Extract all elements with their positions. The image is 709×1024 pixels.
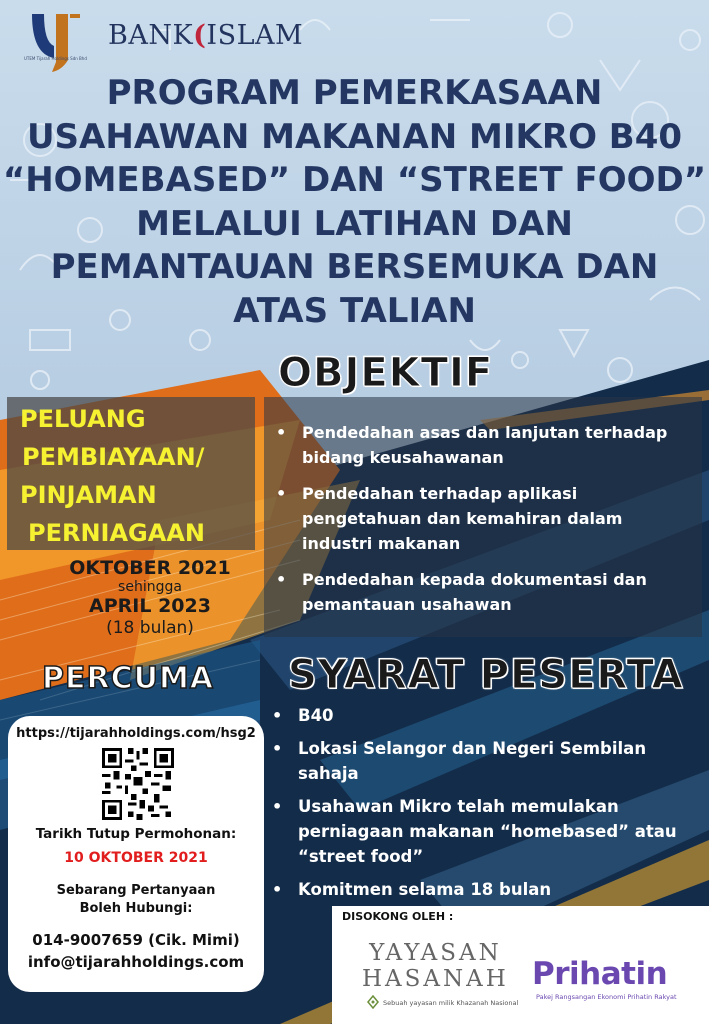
email-address[interactable]: info@tijarahholdings.com xyxy=(27,953,245,971)
title-line: PROGRAM PEMERKASAAN xyxy=(106,73,603,113)
logo-caption: UTEM Tijarah Holdings Sdn Bhd xyxy=(24,56,87,61)
closing-date: 10 OKTOBER 2021 xyxy=(64,850,208,866)
objektif-list xyxy=(270,420,690,628)
title-line: “HOMEBASED” DAN “STREET FOOD” xyxy=(2,160,707,200)
peluang-line: PINJAMAN xyxy=(20,481,157,509)
list-item: • Pendedahan terhadap aplikasi pengetahuan dan kemahiran dalam industri makanan xyxy=(270,481,690,556)
peluang-line: PERNIAGAAN xyxy=(28,519,205,547)
date-end: APRIL 2023 xyxy=(89,595,211,617)
bank-name-part1: BANK xyxy=(108,20,194,51)
peluang-line: PELUANG xyxy=(20,405,146,433)
list-item: • Lokasi Selangor dan Negeri Sembilan sahaja xyxy=(266,736,686,786)
list-item: • Pendedahan kepada dokumentasi dan pemantauan usahawan xyxy=(270,567,690,617)
enquiry-line: Boleh Hubungi: xyxy=(79,901,193,916)
enquiry-text xyxy=(8,882,264,918)
crescent-icon: ( xyxy=(193,20,207,51)
title-line: ATAS TALIAN xyxy=(233,290,476,331)
yayasan-hasanah-logo xyxy=(362,940,509,992)
contact-details xyxy=(8,929,264,973)
enquiry-line: Sebarang Pertanyaan xyxy=(56,883,216,898)
closing-date-label: Tarikh Tutup Permohonan: xyxy=(35,826,237,842)
prihatin-logo: Prihatin xyxy=(532,956,668,992)
phone-number[interactable]: 014-9007659 (Cik. Mimi) xyxy=(32,931,240,949)
syarat-heading: SYARAT PESERTA xyxy=(288,652,684,698)
objektif-heading: OBJEKTIF xyxy=(278,350,494,396)
list-item: • B40 xyxy=(266,703,686,728)
peluang-text xyxy=(20,400,256,552)
peluang-line: PEMBIAYAAN/ xyxy=(22,443,205,471)
prihatin-tagline: Pakej Rangsangan Ekonomi Prihatin Rakyat xyxy=(536,993,677,1001)
title-line: USAHAWAN MAKANAN MIKRO B40 xyxy=(26,116,683,157)
title-line: MELALUI LATIHAN DAN xyxy=(136,203,573,244)
list-item: • Komitmen selama 18 bulan xyxy=(266,877,686,902)
title-line: PEMANTAUAN BERSEMUKA DAN xyxy=(50,247,659,287)
list-item: • Usahawan Mikro telah memulakan perniagaan makanan “homebased” atau “street food” xyxy=(266,794,686,869)
percuma-label: PERCUMA xyxy=(42,661,215,696)
yayasan-line: YAYASAN xyxy=(369,940,502,966)
sponsor-label: DISOKONG OLEH : xyxy=(342,910,454,923)
bank-name-part2: ISLAM xyxy=(206,20,304,51)
yayasan-tagline: Sebuah yayasan milik Khazanah Nasional xyxy=(383,999,519,1007)
syarat-list xyxy=(266,703,686,910)
qr-code-icon[interactable] xyxy=(102,748,174,820)
date-middle: sehingga xyxy=(118,579,182,595)
yayasan-line: HASANAH xyxy=(362,966,509,992)
list-item: • Pendedahan asas dan lanjutan terhadap bidang keusahawanan xyxy=(270,420,690,470)
bank-islam-logo xyxy=(108,20,303,51)
date-start: OKTOBER 2021 xyxy=(69,557,231,579)
page-title xyxy=(0,72,709,333)
hasanah-emblem-icon xyxy=(366,995,380,1009)
date-duration: (18 bulan) xyxy=(106,618,194,638)
registration-link[interactable]: https://tijarahholdings.com/hsg2 xyxy=(16,726,256,741)
date-block xyxy=(60,558,240,639)
